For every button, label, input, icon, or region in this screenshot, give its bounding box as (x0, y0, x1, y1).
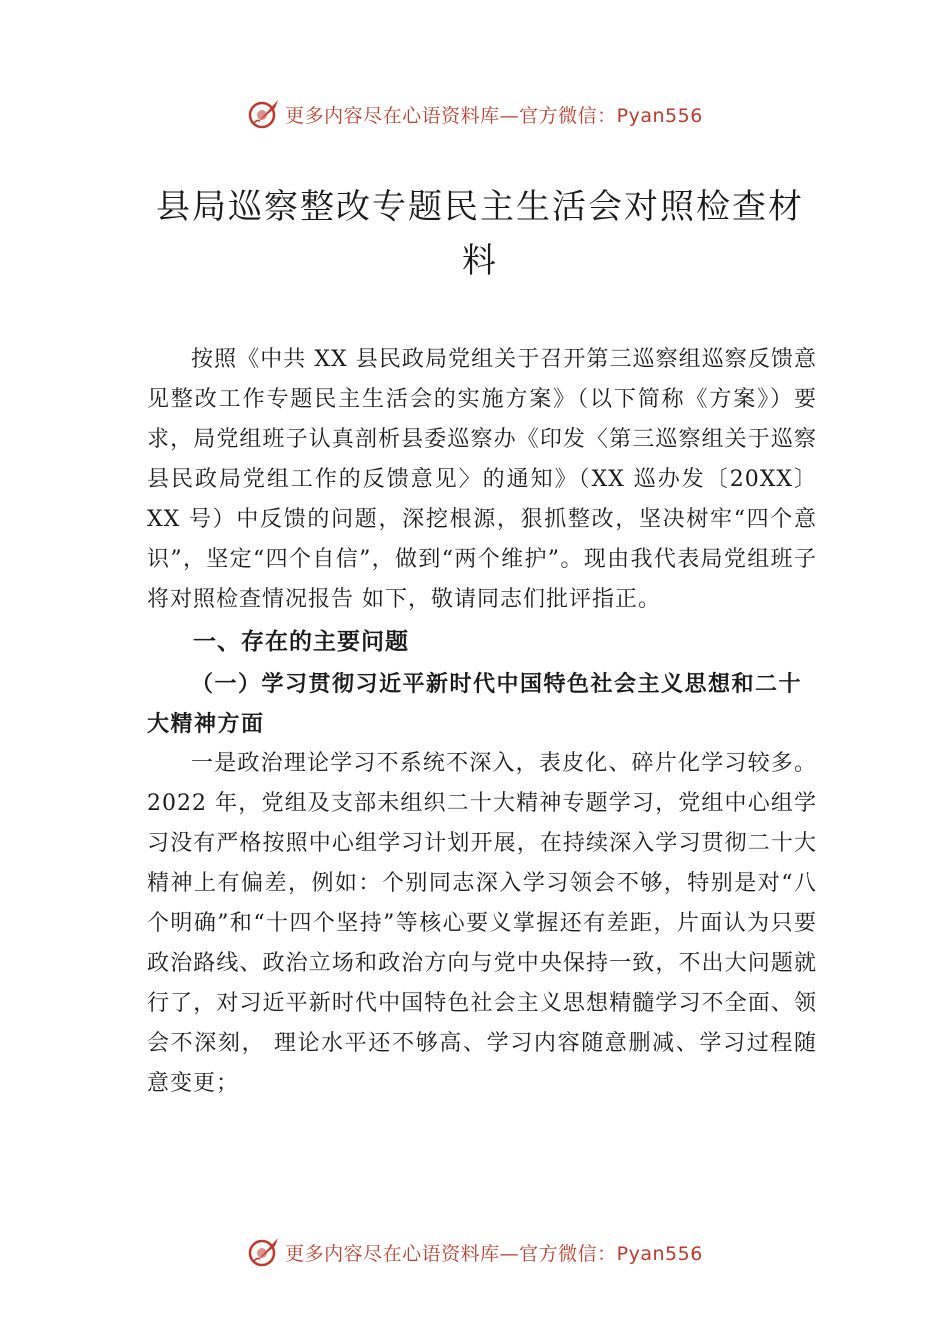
body-paragraph: 一是政治理论学习不系统不深入，表皮化、碎片化学习较多。2022 年，党组及支部未组织二十大精神专题学习，党组中心组学习没有严格按照中心组学习计划开展，在持续深入学习贯彻二十大精神上有偏差，例如：个别同志深入学习领会不够，特别是对“八个明确”和“十四个坚持”等核心要义掌握还有差距，片面认为只要政治路线、政治立场和政治方向与党中央保持一致，不出大问题就行了，对习近平新时代中国特色社会主义思想精髓学习不全面、领会不深刻， 理论水平还不够高、学习内容随意删减、学习过程随意变更； (147, 751, 817, 1096)
document-body (147, 340, 817, 1104)
watermark-wechat-id: Pyan556 (616, 104, 703, 127)
intro-paragraph: 按照《中共 XX 县民政局党组关于召开第三巡察组巡察反馈意见整改工作专题民主生活会的实施方案》（以下简称《方案》）要求，局党组班子认真剖析县委巡察办《印发〈第三巡察组关于巡察县民政局党组工作的反馈意见〉的通知》（XX 巡办发〔20XX〕XX 号）中反馈的问题，深挖根源，狠抓整改，坚决树牢“四个意识”，坚定“四个自信”，做到“两个维护”。现由我代表局党组班子将对照检查情况报告 如下，敬请同志们批评指正。 (147, 347, 817, 612)
watermark-text: 更多内容尽在心语资料库—官方微信：Pyan556 (285, 104, 703, 127)
header-watermark (0, 94, 950, 134)
footer-watermark (0, 1232, 950, 1272)
watermark-wechat-id: Pyan556 (616, 1242, 703, 1265)
watermark-text: 更多内容尽在心语资料库—官方微信：Pyan556 (285, 1242, 703, 1265)
document-title: 县局巡察整改专题民主生活会对照检查材料 (156, 187, 804, 281)
quill-seal-icon (247, 97, 281, 131)
section-heading: 一、存在的主要问题 (193, 629, 409, 655)
quill-seal-icon (247, 1235, 281, 1269)
subsection-heading: （一）学习贯彻习近平新时代中国特色社会主义思想和二十大精神方面 (147, 671, 803, 737)
